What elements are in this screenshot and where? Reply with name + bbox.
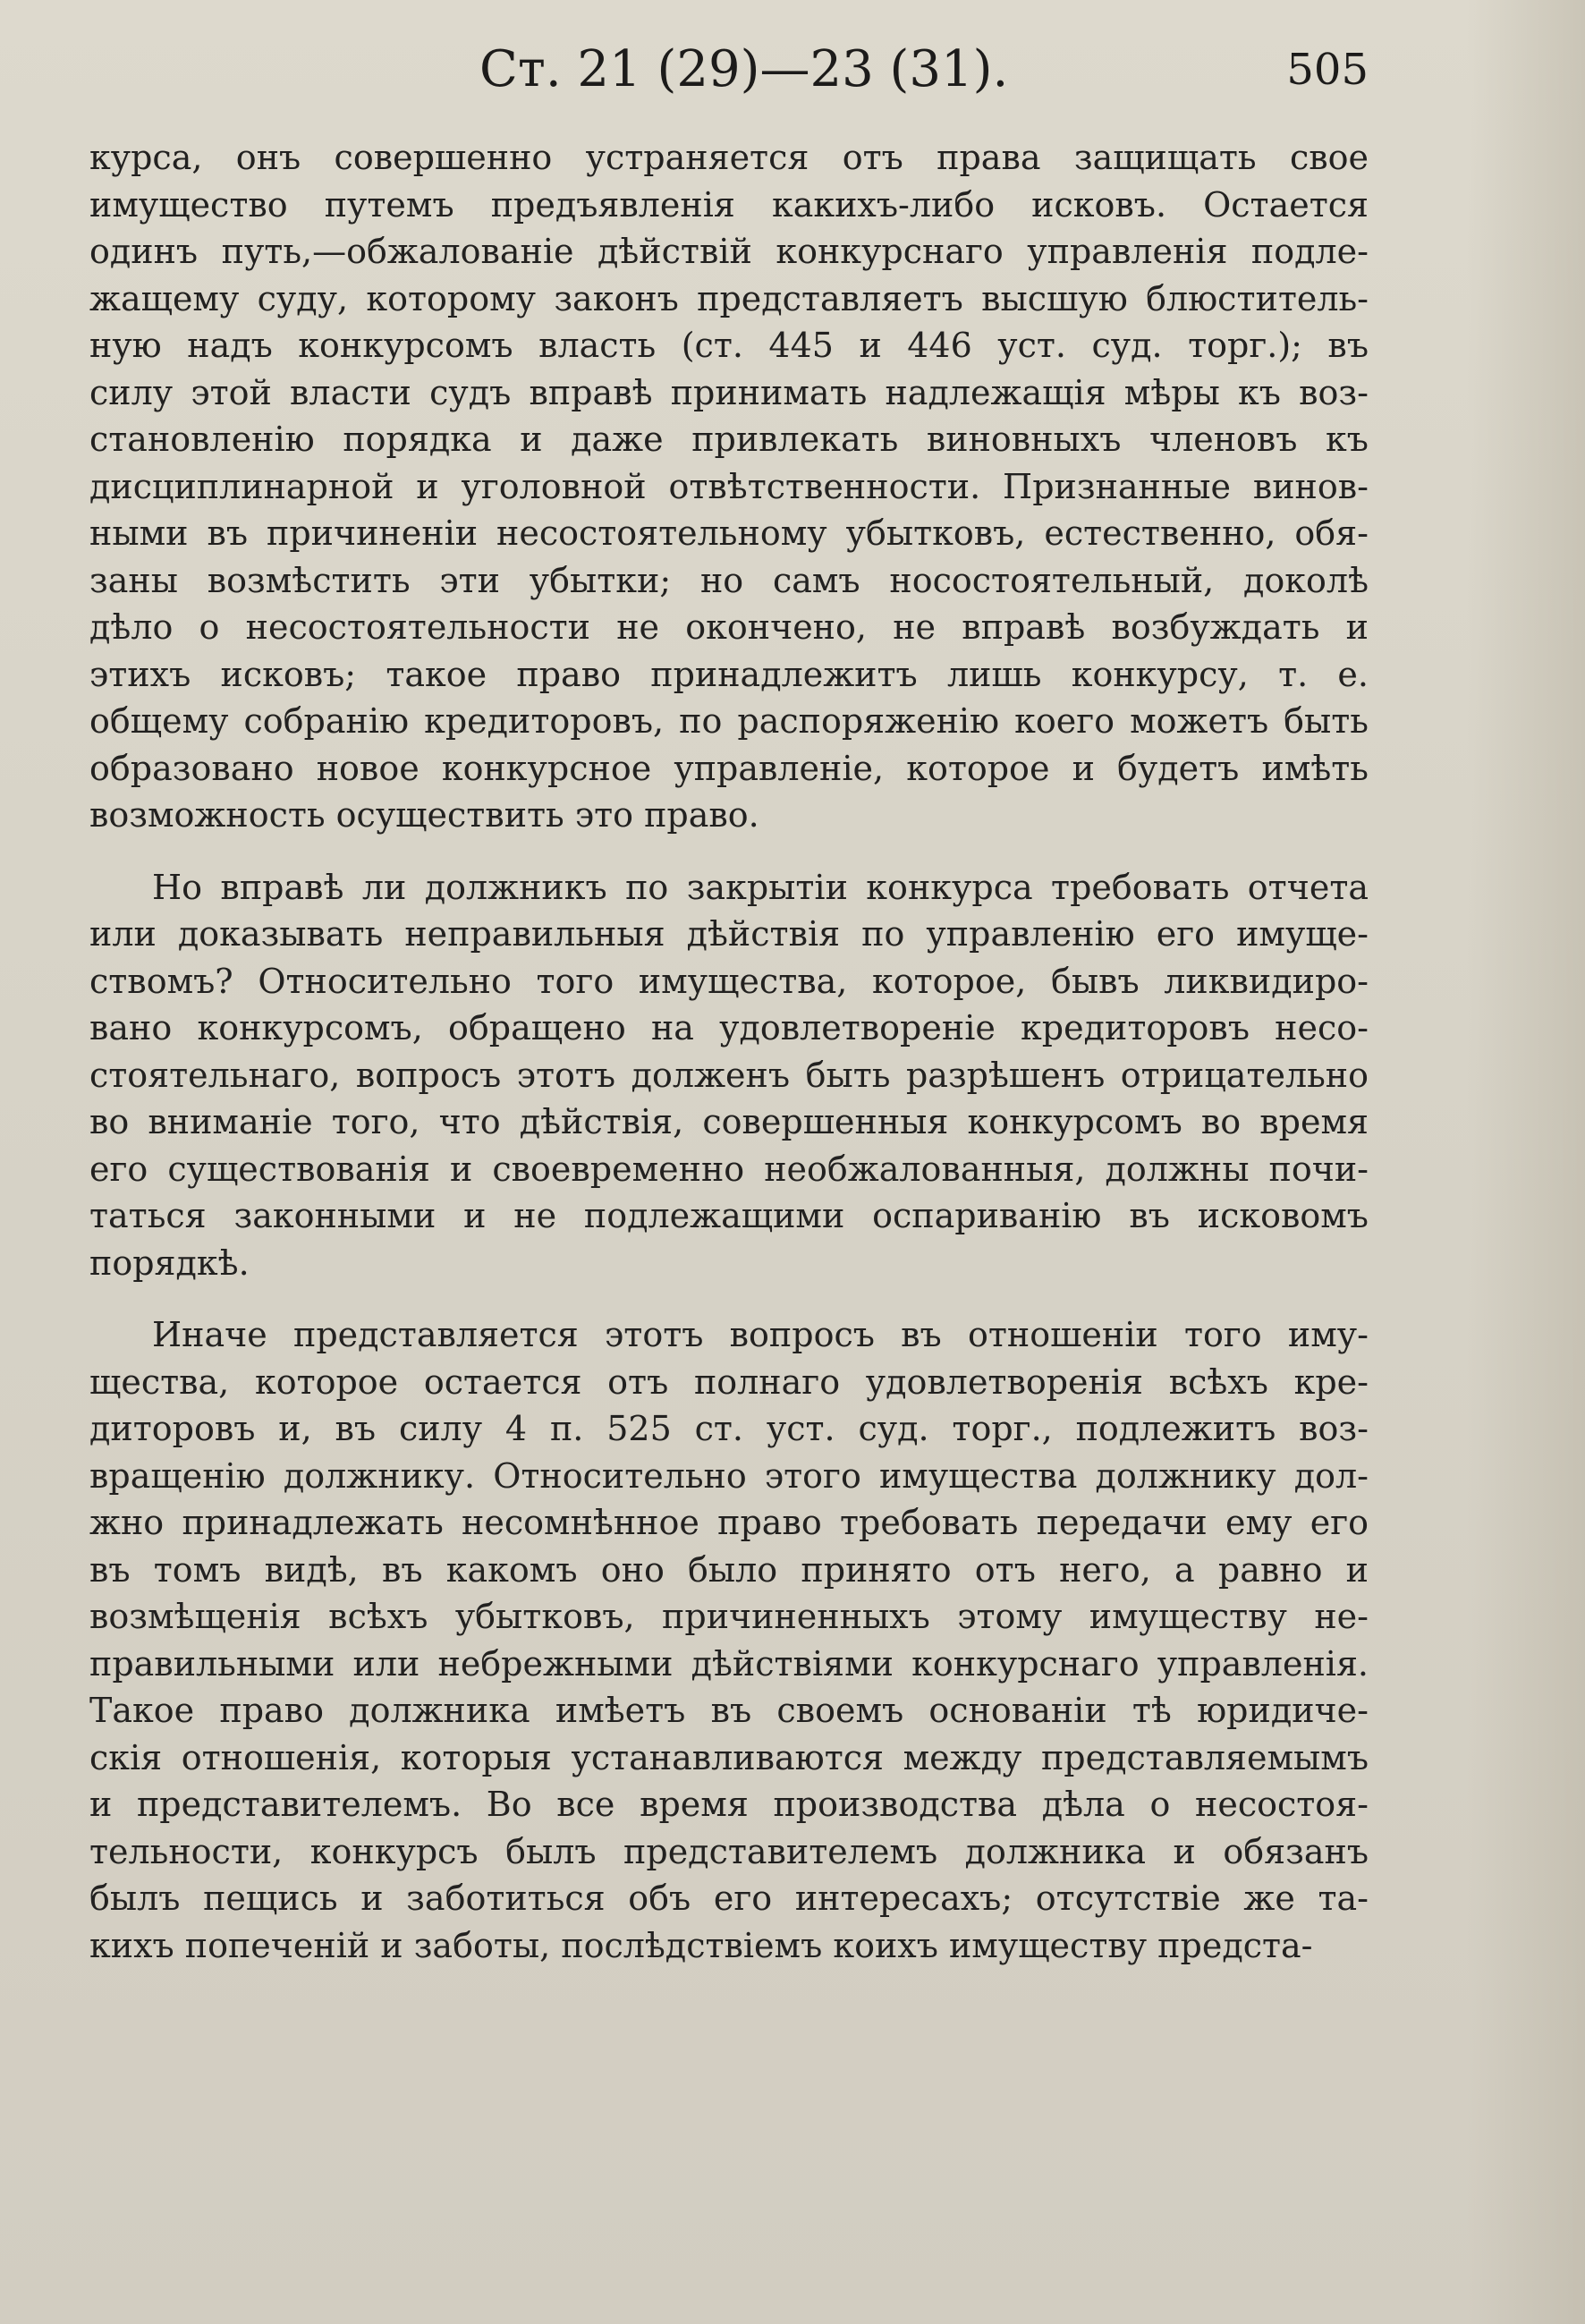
text-line: образовано новое конкурсное управленіе, которое и будетъ имѣть <box>89 748 1369 788</box>
text-line: Иначе представляется этотъ вопросъ въ отношеніи того иму- <box>152 1315 1369 1354</box>
text-line: или доказывать неправильныя дѣйствія по управленію его имуще- <box>89 914 1369 954</box>
text-line: скія отношенія, которыя устанавливаются между представляемымъ <box>89 1737 1369 1777</box>
text-line: въ томъ видѣ, въ какомъ оно было принято отъ него, а равно и <box>89 1549 1369 1590</box>
text-line: вано конкурсомъ, обращено на удовлетвореніе кредиторовъ несо- <box>89 1008 1369 1047</box>
text-line: дѣло о несостоятельности не окончено, не вправѣ возбуждать и <box>89 607 1369 647</box>
text-line: возмѣщенія всѣхъ убытковъ, причиненныхъ этому имуществу не- <box>89 1597 1369 1636</box>
text-line: таться законными и не подлежащими оспариванію въ исковомъ <box>89 1196 1369 1235</box>
paragraph <box>89 864 1369 1287</box>
text-line: во вниманіе того, что дѣйствія, совершенныя конкурсомъ во время <box>89 1102 1369 1141</box>
page-edge-shadow <box>1467 0 1585 2324</box>
text-line: становленію порядка и даже привлекать виновныхъ членовъ къ <box>89 420 1369 459</box>
text-line: ными въ причиненіи несостоятельному убытковъ, естественно, обя- <box>89 513 1369 553</box>
text-line: кихъ попеченій и заботы, послѣдствіемъ коихъ имуществу предста- <box>89 1925 1313 1965</box>
text-line: ствомъ? Относительно того имущества, которое, бывъ ликвидиро- <box>89 961 1369 1001</box>
text-line: Такое право должника имѣетъ въ своемъ основаніи тѣ юридиче- <box>89 1691 1369 1730</box>
paragraph <box>89 134 1369 839</box>
page-number: 505 <box>1286 45 1369 95</box>
text-line: дисциплинарной и уголовной отвѣтственности. Признанные винов- <box>89 466 1369 506</box>
text-line: его существованія и своевременно необжалованныя, должны почи- <box>89 1149 1369 1189</box>
text-line: диторовъ и, въ силу 4 п. 525 ст. уст. суд. торг., подлежитъ воз- <box>89 1409 1369 1448</box>
paragraph <box>89 1311 1369 1969</box>
text-line: правильными или небрежными дѣйствіями конкурснаго управленія. <box>89 1643 1369 1684</box>
text-line: Но вправѣ ли должникъ по закрытіи конкурса требовать отчета <box>152 867 1369 907</box>
text-line: имущество путемъ предъявленія какихъ-либо исковъ. Остается <box>89 184 1369 225</box>
text-line: щества, которое остается отъ полнаго удовлетворенія всѣхъ кре- <box>89 1361 1369 1402</box>
text-line: жно принадлежать несомнѣнное право требовать передачи ему его <box>89 1503 1369 1542</box>
text-line: этихъ исковъ; такое право принадлежитъ лишь конкурсу, т. е. <box>89 654 1369 694</box>
running-head: Ст. 21 (29)—23 (31). <box>479 40 1009 98</box>
text-line: и представителемъ. Во все время производства дѣла о несостоя- <box>89 1785 1369 1824</box>
text-line: одинъ путь,—обжалованіе дѣйствій конкурснаго управленія подле- <box>89 232 1369 271</box>
text-line: порядкѣ. <box>89 1243 250 1283</box>
text-line: ную надъ конкурсомъ власть (ст. 445 и 446 уст. суд. торг.); въ <box>89 326 1369 365</box>
body-text <box>89 134 1369 1969</box>
text-line: жащему суду, которому законъ представляетъ высшую блюститель- <box>89 278 1369 318</box>
text-line: возможность осуществить это право. <box>89 795 759 835</box>
text-line: стоятельнаго, вопросъ этотъ долженъ быть разрѣшенъ отрицательно <box>89 1055 1369 1095</box>
text-line: силу этой власти судъ вправѣ принимать надлежащія мѣры къ воз- <box>89 372 1369 412</box>
text-line: общему собранію кредиторовъ, по распоряженію коего можетъ быть <box>89 701 1369 741</box>
text-line: курса, онъ совершенно устраняется отъ права защищать свое <box>89 138 1369 177</box>
text-line: заны возмѣстить эти убытки; но самъ носостоятельный, доколѣ <box>89 560 1369 600</box>
text-line: вращенію должнику. Относительно этого имущества должнику дол- <box>89 1455 1369 1496</box>
text-line: тельности, конкурсъ былъ представителемъ должника и обязанъ <box>89 1831 1369 1871</box>
text-line: былъ пещись и заботиться объ его интересахъ; отсутствіе же та- <box>89 1879 1369 1918</box>
